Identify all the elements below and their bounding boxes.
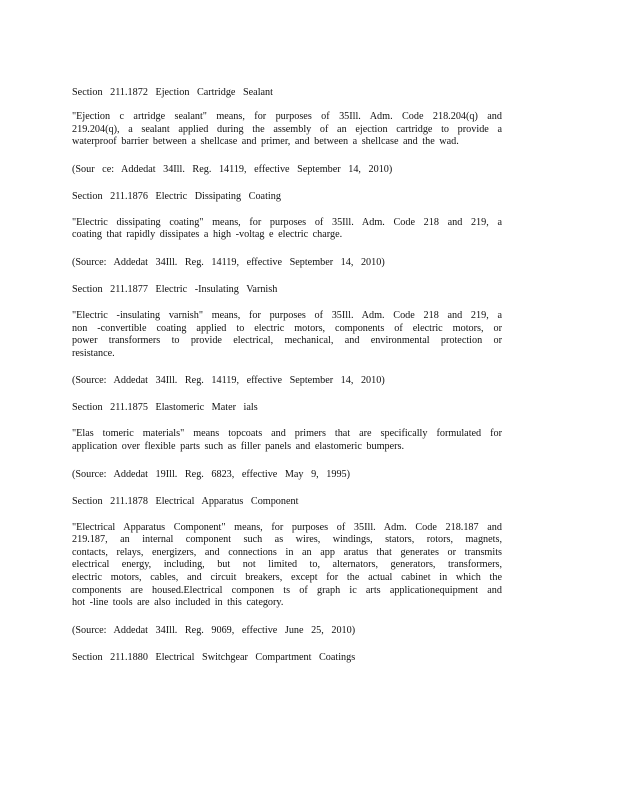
definition-line: 219.204(q), a sealant applied during the assembly of an ejection cartridge to provide a [72,123,502,135]
definition-line: "Elas tomeric materials" means topcoats and primers that are specifically formulated for [72,428,502,440]
definition-line: hot -line tools are also included in this category. [72,597,284,609]
section-heading: Section 211.1878 Electrical Apparatus Component [72,495,299,507]
section-heading: Section 211.1880 Electrical Switchgear Compartment Coatings [72,651,356,663]
definition-paragraph [72,217,502,242]
definition-line: power transformers to provide electrical, mechanical, and environmental protection or [72,335,502,347]
definition-line: resistance. [72,347,115,359]
definition-line: electrical energy, including, but not limited to, alternators, generators, transformers, [72,559,502,571]
source-note: (Source: Addedat 34Ill. Reg. 14119, effective September 14, 2010) [72,256,385,268]
definition-paragraph [72,428,502,453]
definition-line: "Electric dissipating coating" means, for purposes of 35Ill. Adm. Code 218 and 219, a [72,216,502,228]
document-page [72,86,502,678]
section-heading: Section 211.1876 Electric Dissipating Coating [72,190,281,202]
section-heading: Section 211.1875 Elastomeric Mater ials [72,402,258,414]
section-heading: Section 211.1877 Electric -Insulating Varnish [72,283,278,295]
definition-line: electric motors, cables, and circuit breakers, except for the actual cabinet in which the [72,571,502,583]
definition-line: application over flexible parts such as filler panels and elastomeric bumpers. [72,440,405,452]
definition-paragraph [72,111,502,149]
source-note: (Source: Addedat 34Ill. Reg. 9069, effective June 25, 2010) [72,624,356,636]
section-heading: Section 211.1872 Ejection Cartridge Sealant [72,87,273,98]
definition-line: "Electrical Apparatus Component" means, for purposes of 35Ill. Adm. Code 218.187 and [72,521,502,533]
source-note: (Source: Addedat 19Ill. Reg. 6823, effective May 9, 1995) [72,468,351,480]
definition-line: coating that rapidly dissipates a high -voltag e electric charge. [72,229,343,241]
definition-line: contacts, relays, energizers, and connections in an app aratus that generates or transmits [72,546,502,558]
definition-line: "Electric -insulating varnish" means, for purposes of 35Ill. Adm. Code 218 and 219, a [72,309,502,321]
source-note: (Source: Addedat 34Ill. Reg. 14119, effective September 14, 2010) [72,375,385,387]
source-note: (Sour ce: Addedat 34Ill. Reg. 14119, effective September 14, 2010) [72,163,393,175]
definition-line: "Ejection c artridge sealant" means, for purposes of 35Ill. Adm. Code 218.204(q) and [72,111,502,122]
definition-line: 219.187, an internal component such as wires, windings, stators, rotors, magnets, [72,534,502,546]
definition-paragraph [72,522,502,610]
definition-line: waterproof barrier between a shellcase and primer, and between a shellcase and the wad. [72,136,459,148]
definition-line: components are housed.Electrical componen ts of graph ic arts applicationequipment and [72,584,502,596]
definition-line: non -convertible coating applied to electric motors, components of electric motors, or [72,322,502,334]
definition-paragraph [72,310,502,360]
